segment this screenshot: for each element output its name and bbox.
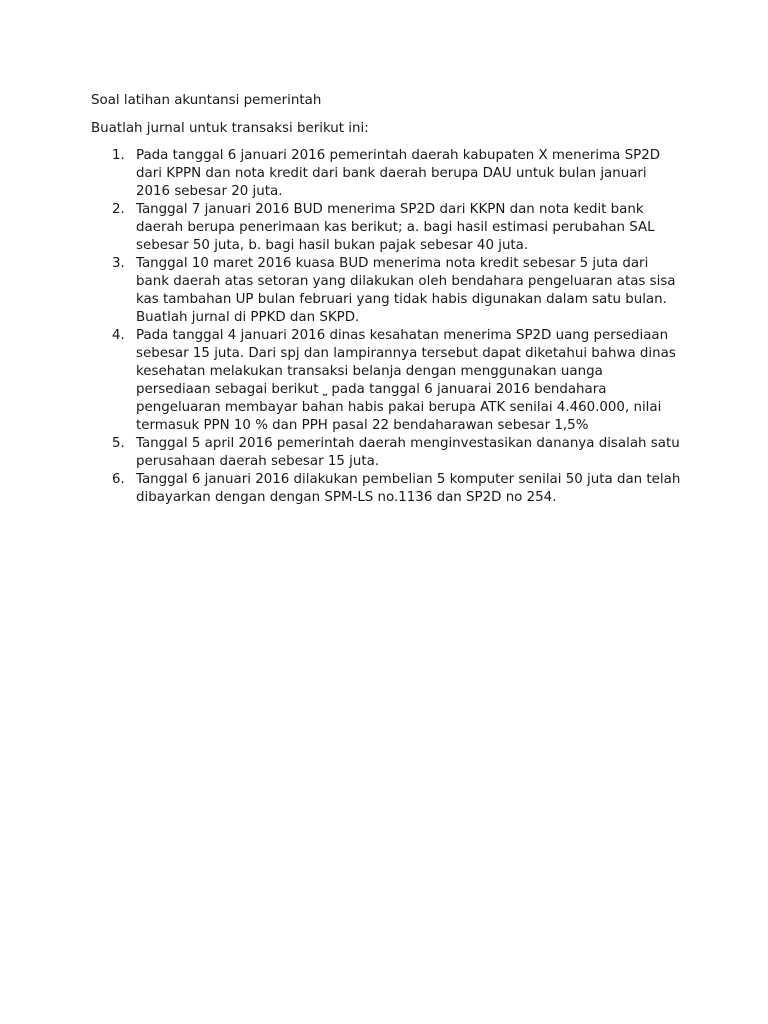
placeholder-symbol-icon: ⎵: [322, 383, 328, 396]
question-number: 4.: [112, 328, 125, 343]
question-number: 1.: [112, 148, 125, 163]
question-number: 6.: [112, 472, 125, 487]
question-list: [91, 147, 681, 507]
question-item-3: [91, 255, 681, 327]
question-number: 2.: [112, 202, 125, 217]
question-item-2: [91, 201, 681, 255]
question-text: Tanggal 10 maret 2016 kuasa BUD menerima nota kredit sebesar 5 juta dari bank daerah atas setoran yang dilakukan oleh bendahara pengeluaran atas sisa kas tambahan UP bulan februari yang tidak habis digunakan dalam satu bulan. Buatlah jurnal di PPKD dan SKPD.: [136, 256, 676, 325]
question-number: 3.: [112, 256, 125, 271]
question-text: Tanggal 5 april 2016 pemerintah daerah menginvestasikan dananya disalah satu perusahaan daerah sebesar 15 juta.: [136, 436, 680, 469]
question-text: Pada tanggal 6 januari 2016 pemerintah daerah kabupaten X menerima SP2D dari KPPN dan nota kredit dari bank daerah berupa DAU untuk bulan januari 2016 sebesar 20 juta.: [136, 148, 661, 199]
question-item-1: [91, 147, 681, 201]
document-body: [91, 92, 681, 507]
document-instruction: Buatlah jurnal untuk transaksi berikut ini:: [91, 121, 369, 136]
question-item-6: [91, 471, 681, 507]
document-title: Soal latihan akuntansi pemerintah: [91, 93, 322, 108]
question-text-part-2: pada tanggal 6 januarai 2016 bendahara pengeluaran membayar bahan habis pakai berupa ATK senilai 4.460.000, nilai termasuk PPN 10 % dan PPH pasal 22 bendaharawan sebesar 1,5%: [136, 382, 662, 433]
question-number: 5.: [112, 436, 125, 451]
question-item-5: [91, 435, 681, 471]
question-text: Tanggal 6 januari 2016 dilakukan pembelian 5 komputer senilai 50 juta dan telah dibayarkan dengan dengan SPM-LS no.1136 dan SP2D no 254.: [136, 472, 681, 505]
question-item-4: [91, 327, 681, 435]
question-text-part-1: Pada tanggal 4 januari 2016 dinas kesahatan menerima SP2D uang persediaan sebesar 15 juta. Dari spj dan lampirannya tersebut dapat diketahui bahwa dinas kesehatan melakukan transaksi belanja dengan menggunakan uanga persediaan sebagai berikut: [136, 328, 676, 397]
question-text: Tanggal 7 januari 2016 BUD menerima SP2D dari KKPN dan nota kedit bank daerah berupa penerimaan kas berikut; a. bagi hasil estimasi perubahan SAL sebesar 50 juta, b. bagi hasil bukan pajak sebesar 40 juta.: [136, 202, 655, 253]
